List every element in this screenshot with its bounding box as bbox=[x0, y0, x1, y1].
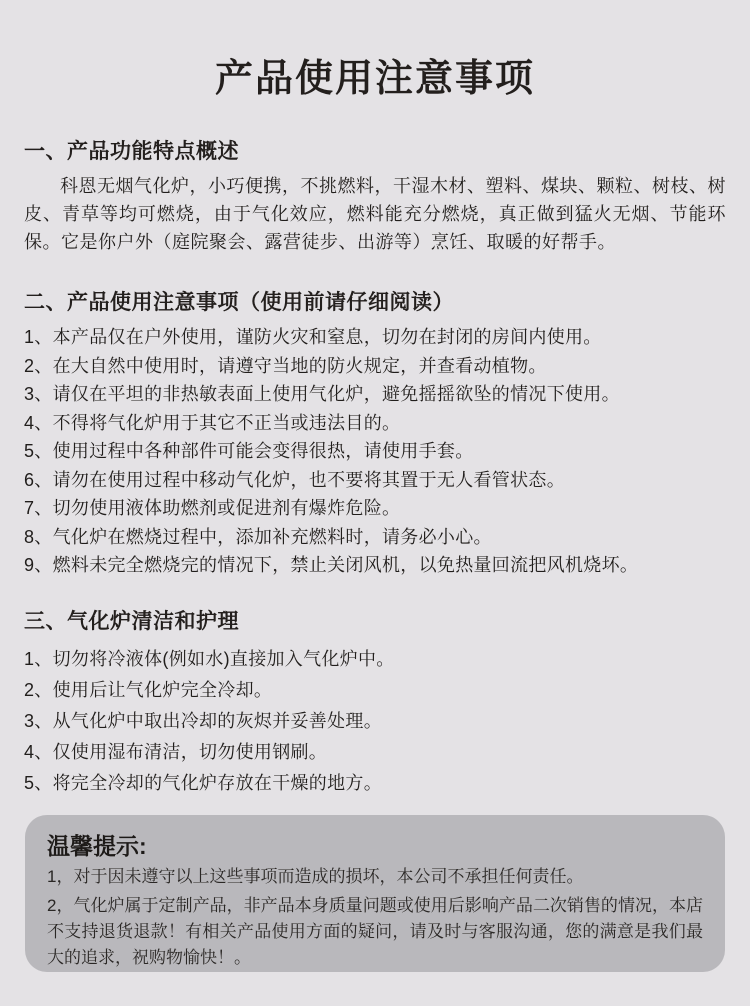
list-item: 1、本产品仅在户外使用，谨防火灾和窒息，切勿在封闭的房间内使用。 bbox=[24, 327, 602, 347]
list-item: 4、仅使用湿布清洁，切勿使用钢刷。 bbox=[24, 741, 328, 762]
list-item: 3、请仅在平坦的非热敏表面上使用气化炉，避免摇摇欲坠的情况下使用。 bbox=[24, 384, 620, 404]
list-item: 1、切勿将冷液体(例如水)直接加入气化炉中。 bbox=[24, 648, 395, 669]
page-title: 产品使用注意事项 bbox=[214, 58, 535, 100]
section-cleaning-care bbox=[24, 605, 726, 799]
tips-box bbox=[25, 815, 725, 972]
features-paragraph: 科恩无烟气化炉，小巧便携，不挑燃料，干湿木材、塑料、煤块、颗粒、树枝、树皮、青草等均可燃烧，由于气化效应，燃料能充分燃烧，真正做到猛火无烟、节能环保。它是你户外（庭院聚会、露营徒步、出游等）烹饪、取暖的好帮手。 bbox=[24, 176, 726, 252]
list-item: 9、燃料未完全燃烧完的情况下，禁止关闭风机，以免热量回流把风机烧坏。 bbox=[24, 555, 639, 575]
list-item: 7、切勿使用液体助燃剂或促进剂有爆炸危险。 bbox=[24, 498, 401, 518]
list-item: 8、气化炉在燃烧过程中，添加补充燃料时，请务必小心。 bbox=[24, 526, 492, 547]
list-item: 5、使用过程中各种部件可能会变得很热，请使用手套。 bbox=[24, 441, 474, 461]
list-item: 2、使用后让气化炉完全冷却。 bbox=[24, 679, 273, 700]
section-usage-precautions-heading: 二、产品使用注意事项（使用前请仔细阅读） bbox=[24, 291, 454, 314]
list-item: 6、请勿在使用过程中移动气化炉，也不要将其置于无人看管状态。 bbox=[24, 469, 566, 490]
list-item: 3、从气化炉中取出冷却的灰烬并妥善处理。 bbox=[24, 710, 383, 731]
tips-item: 2，气化炉属于定制产品，非产品本身质量问题或使用后影响产品二次销售的情况，本店不支持退货退款！有相关产品使用方面的疑问，请及时与客服沟通，您的满意是我们最大的追求，祝购物愉快！。 bbox=[47, 895, 703, 967]
section-features-heading: 一、产品功能特点概述 bbox=[24, 140, 239, 163]
list-item: 2、在大自然中使用时，请遵守当地的防火规定，并查看动植物。 bbox=[24, 355, 547, 376]
section-features bbox=[24, 135, 726, 256]
section-usage-precautions bbox=[24, 286, 726, 580]
content-area bbox=[0, 135, 750, 799]
list-item: 4、不得将气化炉用于其它不正当或违法目的。 bbox=[24, 412, 401, 433]
tips-item: 1，对于因未遵守以上这些事项而造成的损坏，本公司不承担任何责任。 bbox=[47, 866, 584, 886]
tips-title: 温馨提示: bbox=[47, 832, 147, 859]
list-item: 5、将完全冷却的气化炉存放在干燥的地方。 bbox=[24, 772, 383, 793]
section-cleaning-care-heading: 三、气化炉清洁和护理 bbox=[24, 609, 239, 633]
